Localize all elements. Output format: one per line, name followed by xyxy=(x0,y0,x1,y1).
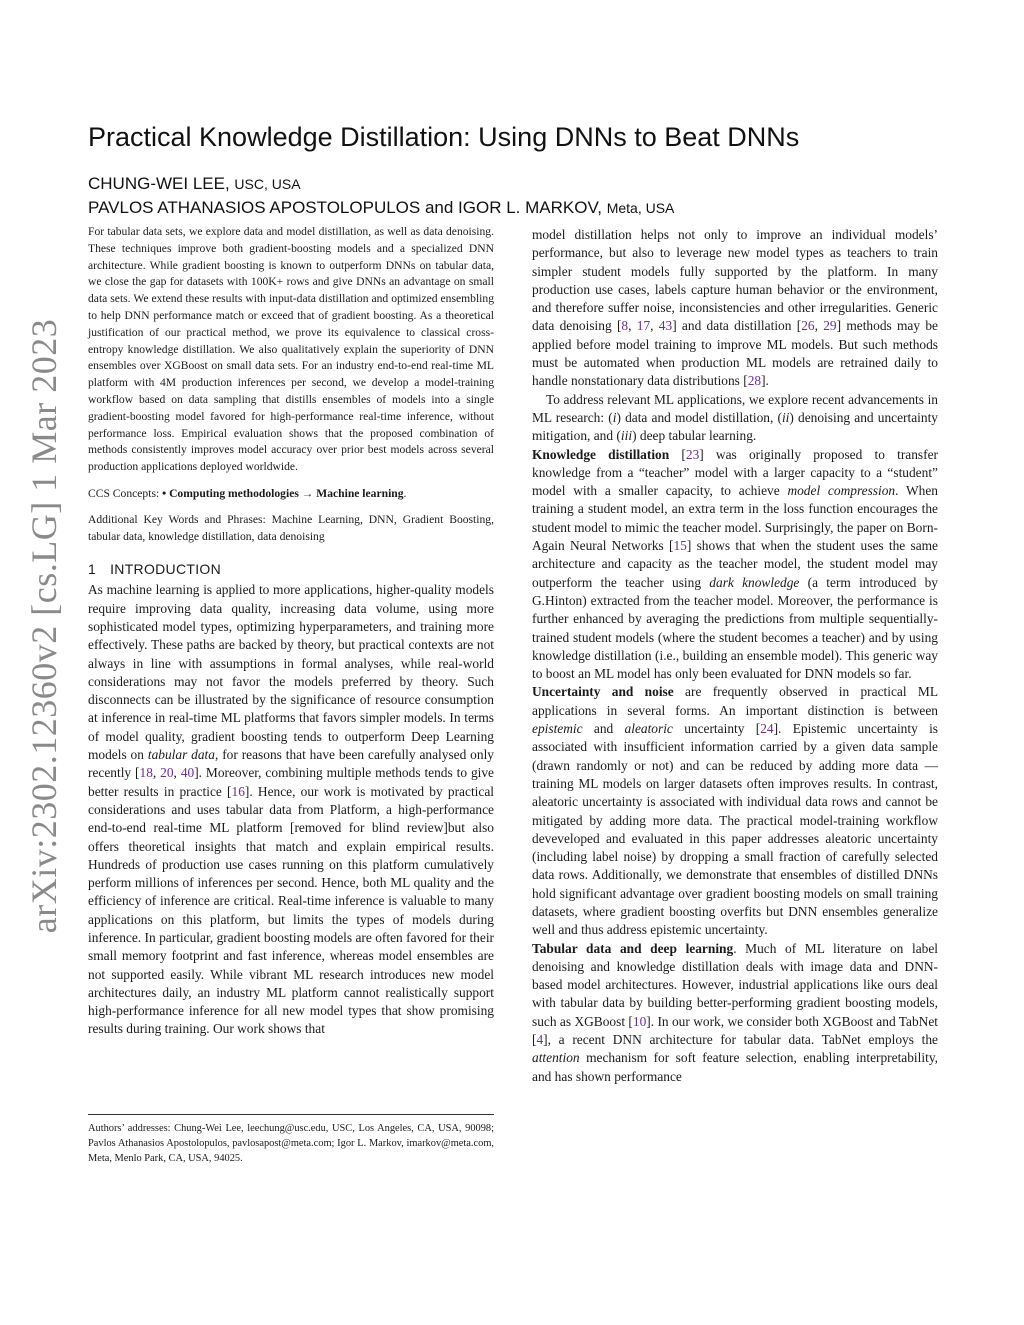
citation-link[interactable]: 40 xyxy=(180,765,195,781)
paper-title: Practical Knowledge Distillation: Using DNNs to Beat DNNs xyxy=(88,122,800,152)
citation-link[interactable]: 10 xyxy=(632,1013,647,1029)
author-line-1 xyxy=(88,172,958,196)
citation-link[interactable]: 29 xyxy=(823,318,837,334)
citation-link[interactable]: 20 xyxy=(160,765,174,781)
paragraph-research-directions: To address relevant ML applications, we explore recent advancements in ML research: (i) data and model distillation, (ii) denoising and uncertainty mitigation, and (iii) deep tabular learning. xyxy=(532,391,938,444)
paragraph-tabular-data: Tabular data and deep learning. Much of ML literature on label denoising and knowledge distillation deals with image data and DNN-based model architectures. However, industrial applications like ours deal with tabular data by building better-performing gradient boosting models, such as XGBoost [10]. In our work, we consider both XGBoost and TabNet [4], a recent DNN architecture for tabular data. TabNet employs the attention mechanism for soft feature selection, enabling interpretability, and has shown performance xyxy=(532,940,938,1084)
right-column xyxy=(532,226,938,1086)
section-number: 1 xyxy=(88,561,97,578)
section-heading xyxy=(88,561,494,577)
author-name-1: CHUNG-WEI LEE, xyxy=(88,174,230,193)
author-block xyxy=(88,172,958,220)
ccs-arrow: → xyxy=(301,486,314,500)
keywords: Additional Key Words and Phrases: Machine Learning, DNN, Gradient Boosting, tabular data, knowledge distillation, data denoising xyxy=(88,512,494,543)
author-footnote xyxy=(88,1114,494,1167)
ccs-sub-concept: Machine learning xyxy=(316,486,404,500)
citation-link[interactable]: 23 xyxy=(685,446,700,462)
citation-link[interactable]: 15 xyxy=(673,538,687,554)
arxiv-sidebar xyxy=(6,320,82,932)
arxiv-identifier: arXiv:2302.12360v2 [cs.LG] 1 Mar 2023 xyxy=(24,318,64,934)
citation-link[interactable]: 43 xyxy=(658,318,673,334)
ccs-concept: Computing methodologies xyxy=(169,486,299,500)
run-in-heading: Uncertainty and noise xyxy=(532,684,674,700)
ccs-label: CCS Concepts: xyxy=(88,486,160,500)
paragraph-distillation-motivation: model distillation helps not only to improve an individual models’ performance, but also to leverage new model types as teachers to train simpler student models fully supported by the platform. In many production use cases, labels capture human behavior or the environment, and therefore suffer noise, inconsistencies and other irregularities. Generic data denoising [8, 17, 43] and data distillation [26, 29] methods may be applied before model training to improve ML models. But such methods must be automated when production ML models are retrained daily to handle nonstationary data distributions [28]. xyxy=(532,227,939,389)
paragraph-knowledge-distillation: Knowledge distillation [23] was originally proposed to transfer knowledge from a “teacher” model with a larger capacity to a “student” model with a smaller capacity, to achieve model compression. When training a student model, an extra term in the loss function encourages the student model to mimic the teacher model. Surprisingly, the paper on Born-Again Neural Networks [15] shows that when the student uses the same architecture and capacity as the teacher model, the student model may outperform the teacher using dark knowledge (a term introduced by G.Hinton) extracted from the teacher model. Moreover, the performance is further enhanced by averaging the predictions from multiple sequentially-trained student models (where the student becomes a teacher) and by using knowledge distillation (i.e., building an ensemble model). This generic way to boost an ML model has only been evaluated for DNN models so far. xyxy=(532,446,939,682)
citation-link[interactable]: 8 xyxy=(621,318,629,334)
footnote-text: Authors’ addresses: Chung-Wei Lee, leechung@usc.edu, USC, Los Angeles, CA, USA, 90098; Pavlos Athanasios Apostolopulos, pavlosapost@meta.com; Igor L. Markov, imarkov@meta.com, Meta, Menlo Park, CA, USA, 94025. xyxy=(88,1123,494,1165)
ccs-concepts: CCS Concepts: • Computing methodologies → Machine learning. xyxy=(88,486,407,500)
section-title: INTRODUCTION xyxy=(110,561,222,578)
left-column xyxy=(88,224,494,1039)
author-line-2 xyxy=(88,196,958,220)
author-affiliation-2: Meta, USA xyxy=(606,200,675,216)
author-name-2: PAVLOS ATHANASIOS APOSTOLOPULOS and IGOR L. MARKOV, xyxy=(88,198,602,217)
citation-link[interactable]: 4 xyxy=(536,1032,544,1048)
citation-link[interactable]: 17 xyxy=(636,318,651,334)
citation-link[interactable]: 16 xyxy=(231,783,245,799)
author-affiliation-1: USC, USA xyxy=(234,176,301,192)
paragraph-uncertainty: Uncertainty and noise are frequently observed in practical ML applications in several forms. An important distinction is between epistemic and aleatoric uncertainty [24]. Epistemic uncertainty is associated with insufficient information carried by a given data sample (drawn randomly or not) and can be reduced by adding more data — training ML models on larger datasets often improves results. In contrast, aleatoric uncertainty is associated with individual data rows and cannot be mitigated by adding more data. The practical model-training workflow deveveloped and evaluated in this paper addresses aleatoric uncertainty (including label noise) by dropping a small fraction of carefully selected data rows. Additionally, we demonstrate that ensembles of distilled DNNs hold significant advantage over gradient boosting models on small training datasets, where gradient boosting overfits but DNN ensembles generalize well and thus address epistemic uncertainty. xyxy=(532,684,939,938)
citation-link[interactable]: 28 xyxy=(747,373,762,389)
run-in-heading: Tabular data and deep learning xyxy=(532,940,734,956)
intro-paragraph: As machine learning is applied to more applications, higher-quality models require improving data quality, increasing data volume, using more sophisticated model types, optimizing hyperparameters, and training more effectively. These paths are backed by theory, but practical contexts are not always in line with assumptions in formal analyses, while real-world considerations may not favor the models preferred by theory. Such disconnects can be illustrated by the significance of resource consumption at inference in real-time ML platforms that favors simpler models. In terms of model quality, gradient boosting tends to outperform Deep Learning models on tabular data, for reasons that have been carefully analysed only recently [18, 20, 40]. Moreover, combining multiple methods tends to give better results in practice [16]. Hence, our work is motivated by practical considerations and uses tabular data from Platform, a high-performance end-to-end real-time ML platform [removed for blind review]but also offers theoretical insights that match and explain empirical results. Hundreds of production use cases running on this platform cumulatively perform millions of inferences per second. Hence, both ML quality and the efficiency of inference are critical. Real-time inference is valuable to many applications on this platform, but limits the types of models during inference. In particular, gradient boosting models are often favored for their small memory footprint and fast inference, whereas model ensembles are not supported easily. While vibrant ML research introduces new model architectures daily, an industry ML platform cannot realistically support high-performance inference for all new model types that show promising results during training. Our work shows that xyxy=(88,582,494,1037)
abstract: For tabular data sets, we explore data and model distillation, as well as data denoising. These techniques improve both gradient-boosting models and a specialized DNN architecture. While gradient boosting is known to outperform DNNs on tabular data, we close the gap for datasets with 100K+ rows and give DNNs an advantage on small data sets. We extend these results with input-data distillation and optimized ensembling to help DNN performance match or exceed that of gradient boosting. As a theoretical justification of our practical method, we prove its equivalence to classical cross-entropy knowledge distillation. We also qualitatively explain the superiority of DNN ensembles over XGBoost on small data sets. For an industry end-to-end real-time ML platform with 4M production inferences per second, we develop a model-training workflow based on data sampling that distills ensembles of models into a single gradient-boosting model favored for high-performance real-time inference, without performance loss. Empirical evaluation shows that the proposed combination of methods consistently improves model accuracy over prior best models across several production applications deployed worldwide. xyxy=(88,225,494,474)
citation-link[interactable]: 18 xyxy=(139,765,153,781)
citation-link[interactable]: 24 xyxy=(760,721,774,737)
citation-link[interactable]: 26 xyxy=(801,318,815,334)
footnote-rule xyxy=(88,1114,494,1115)
ccs-bullet: • xyxy=(162,486,167,500)
run-in-heading: Knowledge distillation xyxy=(532,446,670,462)
